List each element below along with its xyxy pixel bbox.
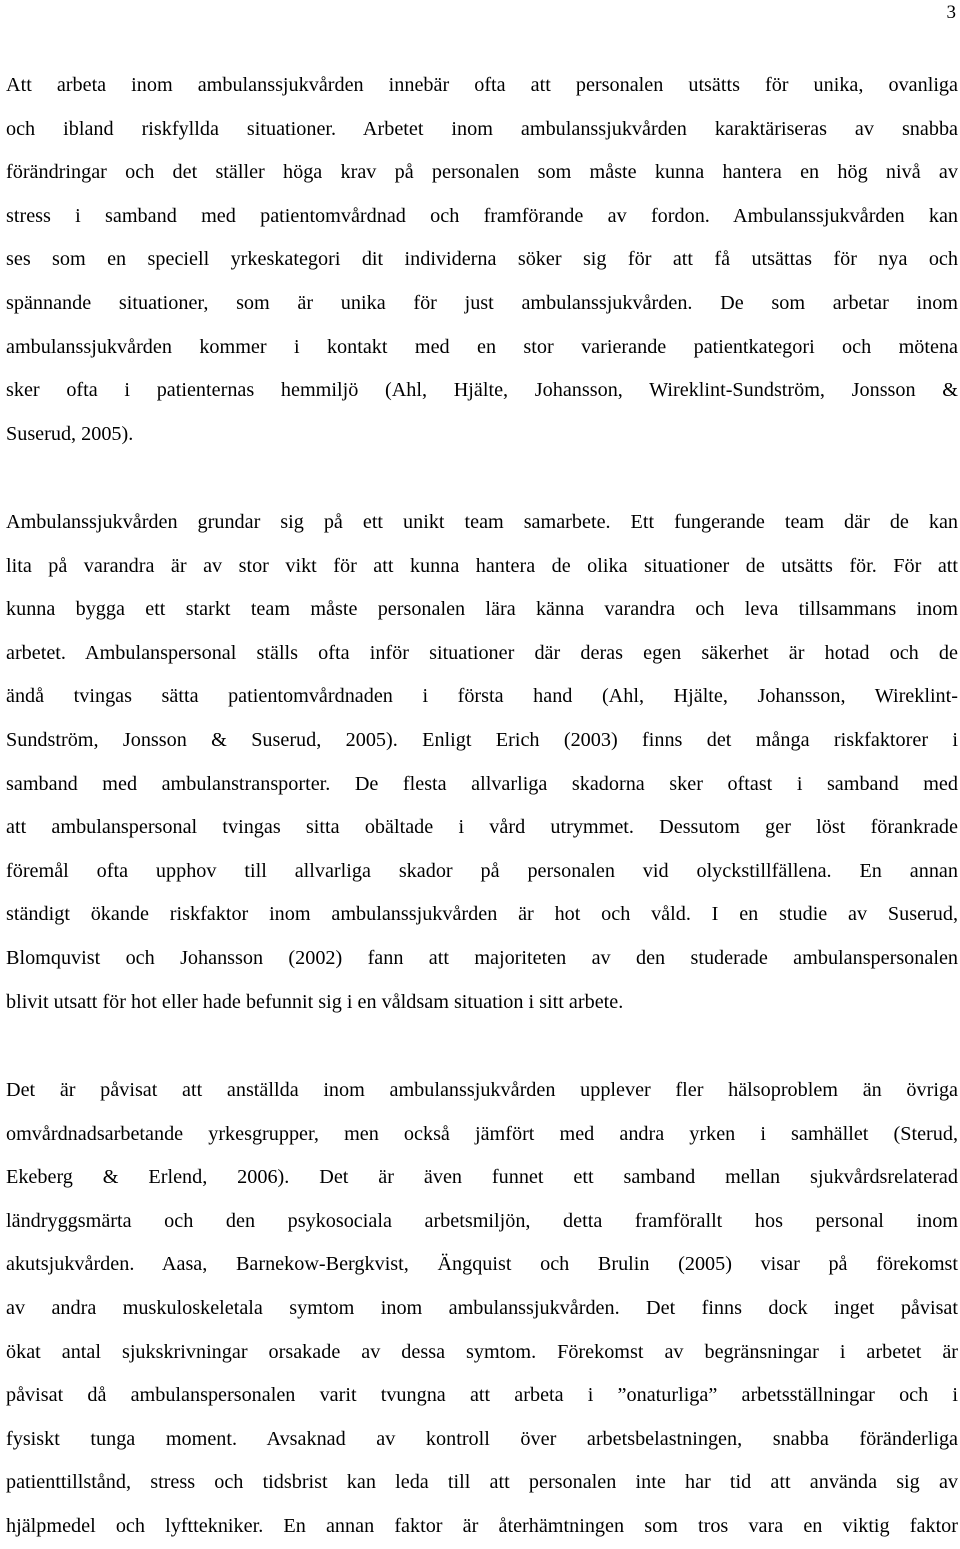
paragraph-1 bbox=[6, 64, 958, 456]
text-line: påvisat då ambulanspersonalen varit tvungna att arbeta i ”onaturliga” arbetsställningar och i bbox=[6, 1384, 958, 1407]
text-line: Blomquvist och Johansson (2002) fann att majoriteten av den studerade ambulanspersonalen bbox=[6, 946, 958, 969]
text-line: ständigt ökande riskfaktor inom ambulanssjukvården är hot och våld. I en studie av Suserud, bbox=[6, 903, 958, 926]
text-line: ändå tvingas sätta patientomvårdnaden i första hand (Ahl, Hjälte, Johansson, Wireklint- bbox=[6, 685, 958, 708]
text-line: hjälpmedel och lyfttekniker. En annan faktor är återhämtningen som tros vara en viktig faktor bbox=[6, 1514, 958, 1537]
text-line: ökat antal sjukskrivningar orsakade av dessa symtom. Förekomst av begränsningar i arbetet är bbox=[6, 1340, 958, 1363]
text-line: kunna bygga ett starkt team måste personalen lära känna varandra och leva tillsammans inom bbox=[6, 598, 958, 621]
page-number: 3 bbox=[946, 2, 956, 23]
text-line: ländryggsmärta och den psykosociala arbetsmiljön, detta framförallt hos personal inom bbox=[6, 1209, 958, 1232]
text-line: föremål ofta upphov till allvarliga skador på personalen vid olyckstillfällena. En annan bbox=[6, 859, 958, 882]
text-line: ambulanssjukvården kommer i kontakt med en stor varierande patientkategori och mötena bbox=[6, 335, 958, 358]
text-line: förändringar och det ställer höga krav på personalen som måste kunna hantera en hög nivå av bbox=[6, 161, 958, 184]
text-line: lita på varandra är av stor vikt för att kunna hantera de olika situationer de utsätts för. För att bbox=[6, 554, 958, 577]
text-line: arbetet. Ambulanspersonal ställs ofta inför situationer där deras egen säkerhet är hotad och de bbox=[6, 641, 958, 664]
text-line: blivit utsatt för hot eller hade befunnit sig i en våldsam situation i sitt arbete. bbox=[6, 990, 624, 1013]
text-line: samband med ambulanstransporter. De flesta allvarliga skadorna sker oftast i samband med bbox=[6, 772, 958, 795]
text-line: sker ofta i patienternas hemmiljö (Ahl, Hjälte, Johansson, Wireklint-Sundström, Jonsson & bbox=[6, 379, 958, 402]
text-line: omvårdnadsarbetande yrkesgrupper, men också jämfört med andra yrken i samhället (Sterud, bbox=[6, 1122, 958, 1145]
text-line: att ambulanspersonal tvingas sitta obältade i vård utrymmet. Dessutom ger löst förankrade bbox=[6, 816, 958, 839]
text-line: Det är påvisat att anställda inom ambulanssjukvården upplever fler hälsoproblem än övriga bbox=[6, 1079, 958, 1101]
text-line: Suserud, 2005). bbox=[6, 422, 134, 445]
paragraph-2 bbox=[6, 501, 958, 1024]
text-line: akutsjukvården. Aasa, Barnekow-Bergkvist, Ängquist och Brulin (2005) visar på förekomst bbox=[6, 1253, 958, 1276]
text-line: Att arbeta inom ambulanssjukvården innebär ofta att personalen utsätts för unika, ovanliga bbox=[6, 74, 958, 96]
text-line: stress i samband med patientomvårdnad och framförande av fordon. Ambulanssjukvården kan bbox=[6, 204, 958, 227]
text-line: spännande situationer, som är unika för just ambulanssjukvården. De som arbetar inom bbox=[6, 291, 958, 314]
text-line: ses som en speciell yrkeskategori dit individerna söker sig för att få utsättas för nya och bbox=[6, 248, 958, 271]
text-line: Ambulanssjukvården grundar sig på ett unikt team samarbete. Ett fungerande team där de kan bbox=[6, 511, 958, 533]
text-line: Ekeberg & Erlend, 2006). Det är även funnet ett samband mellan sjukvårdsrelaterad bbox=[6, 1166, 958, 1189]
text-line: Sundström, Jonsson & Suserud, 2005). Enligt Erich (2003) finns det många riskfaktorer i bbox=[6, 728, 958, 751]
text-line: patienttillstånd, stress och tidsbrist kan leda till att personalen inte har tid att använda sig av bbox=[6, 1471, 958, 1494]
text-line: och ibland riskfyllda situationer. Arbetet inom ambulanssjukvården karaktäriseras av snabba bbox=[6, 117, 958, 140]
paragraph-3 bbox=[6, 1069, 958, 1549]
text-line: fysiskt tunga moment. Avsaknad av kontroll över arbetsbelastningen, snabba föränderliga bbox=[6, 1427, 958, 1450]
text-line: av andra muskuloskeletala symtom inom ambulanssjukvården. Det finns dock inget påvisat bbox=[6, 1296, 958, 1319]
